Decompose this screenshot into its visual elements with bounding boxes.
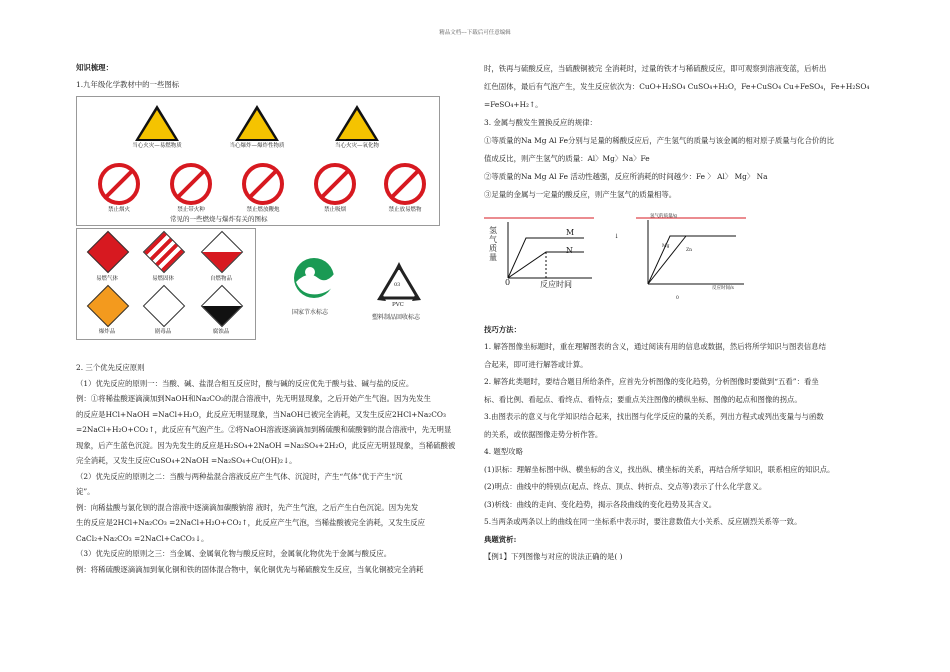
sign-label: 禁止放易燃物 — [388, 207, 422, 213]
text-line: 2. 三个优先反应原则 — [76, 363, 145, 372]
flammable-gas-icon — [87, 231, 129, 273]
text-line: 例：向稀盐酸与氯化钡的混合溶液中逐滴滴加碳酸钠溶 液时，先产生气泡，之后产生白色沉淀。因为先发 — [76, 502, 419, 512]
text-line: 红色固体，最后有气泡产生，发生反应依次为：CuO+H₂SO₄ CuSO₄+H₂O，Fe+CuSO₄ Cu+FeSO₄，Fe+H₂SO₄ — [484, 82, 870, 91]
text-line: (3)析线：曲线的走向、变化趋势，揭示各段曲线的变化趋势及其含义。 — [484, 499, 717, 509]
chart2-title: 氢气的质量/g — [650, 214, 677, 219]
sign-label: 禁止燃放鞭炮 — [246, 207, 280, 213]
hazard-label: 易燃气体 — [95, 276, 118, 282]
text-line: 的关系，或依据图像走势分析作答。 — [484, 429, 603, 439]
sign-label: 当心爆炸—爆炸性物质 — [229, 143, 285, 149]
text-line: 2. 解答此类题时，要结合题目所给条件，应首先分析图像的变化趋势，分析图像时要做到“五看”：看坐 — [484, 377, 819, 386]
spontaneous-combustion-icon — [201, 231, 243, 273]
text-line: ③足量的金属与一定量的酸反应，则产生氢气的质量相等。 — [484, 190, 677, 199]
text-line: 例：①将稀盐酸逐滴滴加到NaOH和Na₂CO₃的混合溶液中，先无明显现象，之后开始产生气泡。因为先发生 — [76, 394, 431, 403]
sign-label: 禁止带火种 — [177, 207, 205, 213]
warning-oxidizer-icon — [335, 105, 379, 141]
text-line: 的反应是HCl+NaOH =NaCl+H₂O，此反应无明显现象，当NaOH已被完全消耗，又发生反应2HCl+Na₂CO₃ — [76, 409, 446, 419]
hydrogen-mass-chart — [484, 216, 594, 296]
text-line: CaCl₂+Na₂CO₃ =2NaCl+CaCO₃↓。 — [76, 533, 209, 543]
section-title: 知识梳理： — [76, 63, 113, 72]
text-line: 标、看比例、看起点、看终点、看特点；要重点关注图像的横纵坐标、图像的起点和图像的拐点。 — [484, 394, 802, 404]
text-line: (2)明点：曲线中的特别点(起点、终点、顶点、转折点、交点等)表示了什么化学意义。 — [484, 482, 767, 491]
recycle-label: 塑料制品回收标志 — [372, 314, 421, 321]
text-line: （3）优先反应的原则之三：当金属、金属氧化物与酸反应时，金属氧化物优先于金属与酸反应。 — [76, 549, 392, 558]
text-line: （2）优先反应的原则之二：当酸与两种盐混合溶液反应产生气体、沉淀时，产生“气体”优于产生“沉 — [76, 471, 403, 481]
recycle-logo — [374, 262, 424, 306]
warning-flame-icon — [135, 105, 179, 141]
page-header: 精品文档---下载后可任意编辑 — [439, 30, 511, 36]
chart1-series-m: M — [566, 228, 575, 237]
hazard-label: 腐蚀品 — [212, 329, 230, 335]
hazard-label: 易燃固体 — [151, 276, 174, 282]
signs-caption: 常见的一些燃烧与爆炸有关的图标 — [170, 215, 268, 223]
explosive-icon — [87, 285, 129, 327]
text-line: 淀”。 — [76, 487, 95, 496]
sign-label: 禁止吸烟 — [323, 207, 346, 213]
skull-icon — [143, 285, 185, 327]
text-line: 现象，后产生蓝色沉淀。因为先发生的反应是H₂SO₄+2NaOH =Na₂SO₄+2H₂O，此反应无明显现象，当稀硫酸被 — [76, 440, 456, 450]
chart1-origin: 0 — [505, 278, 511, 287]
warning-explosion-icon — [235, 105, 279, 141]
text-line: ①等质量的Na Mg Al Fe分别与足量的稀酸反应后，产生氢气的质量与该金属的相对原子质量与化合价的比 — [484, 136, 835, 145]
sign-no-fire — [91, 163, 147, 213]
sign-oxidizer — [317, 105, 397, 149]
text-line: =FeSO₄+H₂↑。 — [484, 100, 543, 109]
text-line: 完全消耗，又发生反应CuSO₄+2NaOH =Na₂SO₄+Cu(OH)₂↓。 — [76, 456, 297, 465]
sign-label: 禁止烟火 — [107, 207, 130, 213]
text-line: 4. 题型攻略 — [484, 447, 523, 456]
chart2-series-zn: Zn — [686, 248, 693, 253]
water-saving-label: 国家节水标志 — [292, 309, 329, 316]
text-line: （1）优先反应的原则一：当酸、碱、盐混合相互反应时，酸与碱的反应优先于酸与盐、碱与盐的反应。 — [76, 378, 414, 388]
recycle-material: PVC — [392, 302, 404, 308]
sign-no-flammables — [375, 163, 435, 213]
no-matches-icon — [170, 163, 212, 205]
example-question: 【例1】下列图像与对应的说法正确的是( ) — [484, 552, 623, 561]
recycle-code: 03 — [394, 282, 401, 288]
chart1-series-n: N — [566, 246, 573, 255]
skills-title: 技巧方法： — [484, 325, 521, 334]
chart2-series-mg: Mg — [662, 244, 670, 249]
chart1-xlabel: 反应时间 — [540, 280, 572, 289]
chart1-ylabel: 氢气质量 — [489, 226, 497, 262]
flammable-solid-icon — [143, 231, 185, 273]
water-saving-logo — [288, 256, 340, 300]
fire-signs-panel — [76, 96, 440, 226]
hazard-labels-panel — [76, 228, 256, 340]
hazard-label: 爆炸品 — [98, 329, 116, 335]
sign-no-smoking — [307, 163, 363, 213]
text-line: 合起来，即可进行解答或计算。 — [484, 359, 588, 369]
text-line: (1)识标：理解坐标图中纵、横坐标的含义，找出纵、横坐标的关系，再结合所学知识，联系相应的知识点。 — [484, 464, 835, 474]
no-fire-icon — [98, 163, 140, 205]
no-fireworks-icon — [242, 163, 284, 205]
text-line: 1. 解答图像坐标题时，重在理解图表的含义，通过阅读有用的信息或数据，然后将所学知识与图表信息结 — [484, 342, 826, 351]
text-line: 生的反应是2HCl+Na₂CO₃ =2NaCl+H₂O+CO₂↑，此反应产生气泡，当稀盐酸被完全消耗，又发生反应 — [76, 518, 426, 527]
text-line: 例：将稀硫酸逐滴滴加到氧化铜和铁的固体混合物中，氧化铜优先与稀硫酸发生反应，当氧化铜被完全消耗 — [76, 564, 424, 574]
sign-no-fireworks — [235, 163, 291, 213]
sign-label: 当心火灾—易燃物质 — [132, 143, 182, 149]
water-saving-icon — [288, 256, 340, 300]
corrosive-icon — [201, 285, 243, 327]
text-line: 时，铁再与硫酸反应，当硫酸铜被完 全消耗时，过量的铁才与稀硫酸反应，即可观察到溶液变蓝，后析出 — [484, 64, 827, 73]
arrow-note: ↓ — [614, 233, 620, 240]
text-line: ②等质量的Na Mg Al Fe 活动性越强，反应所消耗的时间越少：Fe 〉 Al〉 Mg〉 Na — [484, 172, 768, 181]
chart2-origin: 0 — [676, 296, 679, 301]
hazard-label: 剧毒品 — [154, 329, 172, 335]
no-flammables-icon — [384, 163, 426, 205]
chart2-xlabel: 反应时间/s — [712, 286, 734, 291]
text-line: 值成反比，则产生氢气的质量：Al〉Mg〉Na〉Fe — [484, 154, 650, 163]
hazard-label: 自燃物品 — [209, 276, 232, 282]
sign-flammable — [117, 105, 197, 149]
item-heading: 1.九年级化学教材中的一些图标 — [76, 80, 180, 89]
text-line: 3.由图表示的意义与化学知识结合起来，找出图与化学反应的量的关系，列出方程式或列出变量与与函数 — [484, 412, 824, 421]
sign-explosive — [217, 105, 297, 149]
text-line: =2NaCl+H₂O+CO₂↑，此反应有气泡产生。②将NaOH溶液逐滴滴加到稀硫酸和硫酸铜的混合溶液中，先无明显 — [76, 425, 452, 434]
example-title: 典题赏析: — [484, 535, 517, 544]
text-line: 5.当两条或两条以上的曲线在同一坐标系中表示时，要注意数值大小关系、反应剧烈关系等一致。 — [484, 517, 802, 526]
sign-no-matches — [163, 163, 219, 213]
text-line: 3. 金属与酸发生置换反应的规律： — [484, 118, 597, 127]
no-smoking-icon — [314, 163, 356, 205]
sign-label: 当心火灾—氧化物 — [334, 143, 379, 149]
